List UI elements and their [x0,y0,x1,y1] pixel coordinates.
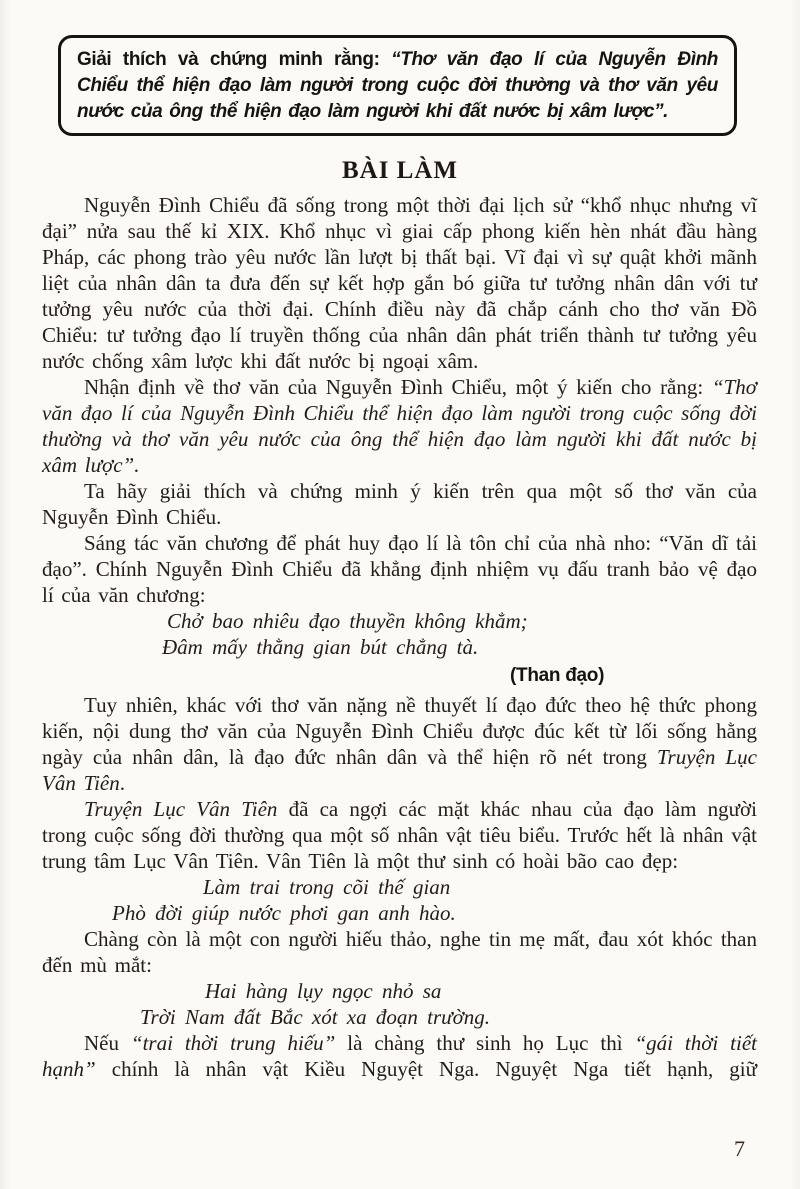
paragraph-5: Tuy nhiên, khác với thơ văn nặng nề thuyết lí đạo đức theo hệ thức phong kiến, nội dung thơ văn của Nguyễn Đình Chiểu được đúc kết từ lối sống hằng ngày của nhân dân, là đạo đức nhân dân và thể hiện rõ nét trong Truyện Lục Vân Tiên. [42,693,757,795]
paragraph-6: Truyện Lục Vân Tiên đã ca ngợi các mặt khác nhau của đạo làm người trong cuộc sống đời thường qua một số nhân vật tiêu biểu. Trước hết là nhân vật trung tâm Lục Vân Tiên. Vân Tiên là một thư sinh có hoài bão cao đẹp: [42,797,757,873]
verse-line: Hai hàng lụy ngọc nhỏ sa [205,979,442,1003]
prompt-lead: Giải thích và chứng minh rằng: [77,49,392,70]
verse-line: Phò đời giúp nước phơi gan anh hào. [112,901,456,925]
prompt-box [58,35,737,136]
verse-line: Chở bao nhiêu đạo thuyền không khẳm; [167,609,528,633]
paragraph-3: Ta hãy giải thích và chứng minh ý kiến trên qua một số thơ văn của Nguyễn Đình Chiểu. [42,479,757,529]
page-number: 7 [734,1136,745,1161]
verse-lam-trai [42,874,757,926]
paragraph-1: Nguyễn Đình Chiểu đã sống trong một thời đại lịch sử “khổ nhục nhưng vĩ đại” nửa sau thế kỉ XIX. Khổ nhục vì giai cấp phong kiến hèn nhát đầu hàng Pháp, các phong trào yêu nước lần lượt bị thất bại. Vĩ đại vì sự quật khởi mãnh liệt của nhân dân ta đưa đến sự kết hợp gắn bó giữa tư tưởng nhân dân với tư tưởng yêu nước của thời đại. Chính điều này đã chắp cánh cho thơ văn Đồ Chiểu: tư tưởng đạo lí truyền thống của nhân dân phát triển thành tư tưởng yêu nước chống xâm lược khi đất nước bị ngoại xâm. [42,193,757,373]
verse-line: Làm trai trong cõi thế gian [203,875,451,899]
paragraph-4: Sáng tác văn chương để phát huy đạo lí là tôn chỉ của nhà nho: “Văn dĩ tải đạo”. Chính Nguyễn Đình Chiểu đã khẳng định nhiệm vụ đấu tranh bảo vệ đạo lí của văn chương: [42,531,757,607]
essay-body [42,192,757,1082]
paragraph-7: Chàng còn là một con người hiếu thảo, nghe tin mẹ mất, đau xót khóc than đến mù mắt: [42,927,757,977]
verse-attribution: (Than đạo) [510,665,605,686]
verse-than-dao [42,608,757,660]
verse-line: Trời Nam đất Bắc xót xa đoạn trường. [140,1005,491,1029]
essay-heading: BÀI LÀM [341,157,459,184]
verse-hai-hang [42,978,757,1030]
paragraph-2: Nhận định về thơ văn của Nguyễn Đình Chiểu, một ý kiến cho rằng: “Thơ văn đạo lí của Nguyễn Đình Chiểu thể hiện đạo làm người trong cuộc sống đời thường và thơ văn yêu nước của ông thể hiện đạo làm người khi đất nước bị xâm lược”. [42,375,757,477]
paragraph-8: Nếu “trai thời trung hiếu” là chàng thư sinh họ Lục thì “gái thời tiết hạnh” chính là nhân vật Kiều Nguyệt Nga. Nguyệt Nga tiết hạnh, giữ [42,1031,757,1081]
prompt-quote: “Thơ văn đạo lí của Nguyễn Đình Chiểu thể hiện đạo làm người trong cuộc đời thường và thơ văn yêu nước của ông thể hiện đạo làm người khi đất nước bị xâm lược”. [77,49,718,122]
verse-line: Đâm mấy thằng gian bút chẳng tà. [162,635,479,659]
